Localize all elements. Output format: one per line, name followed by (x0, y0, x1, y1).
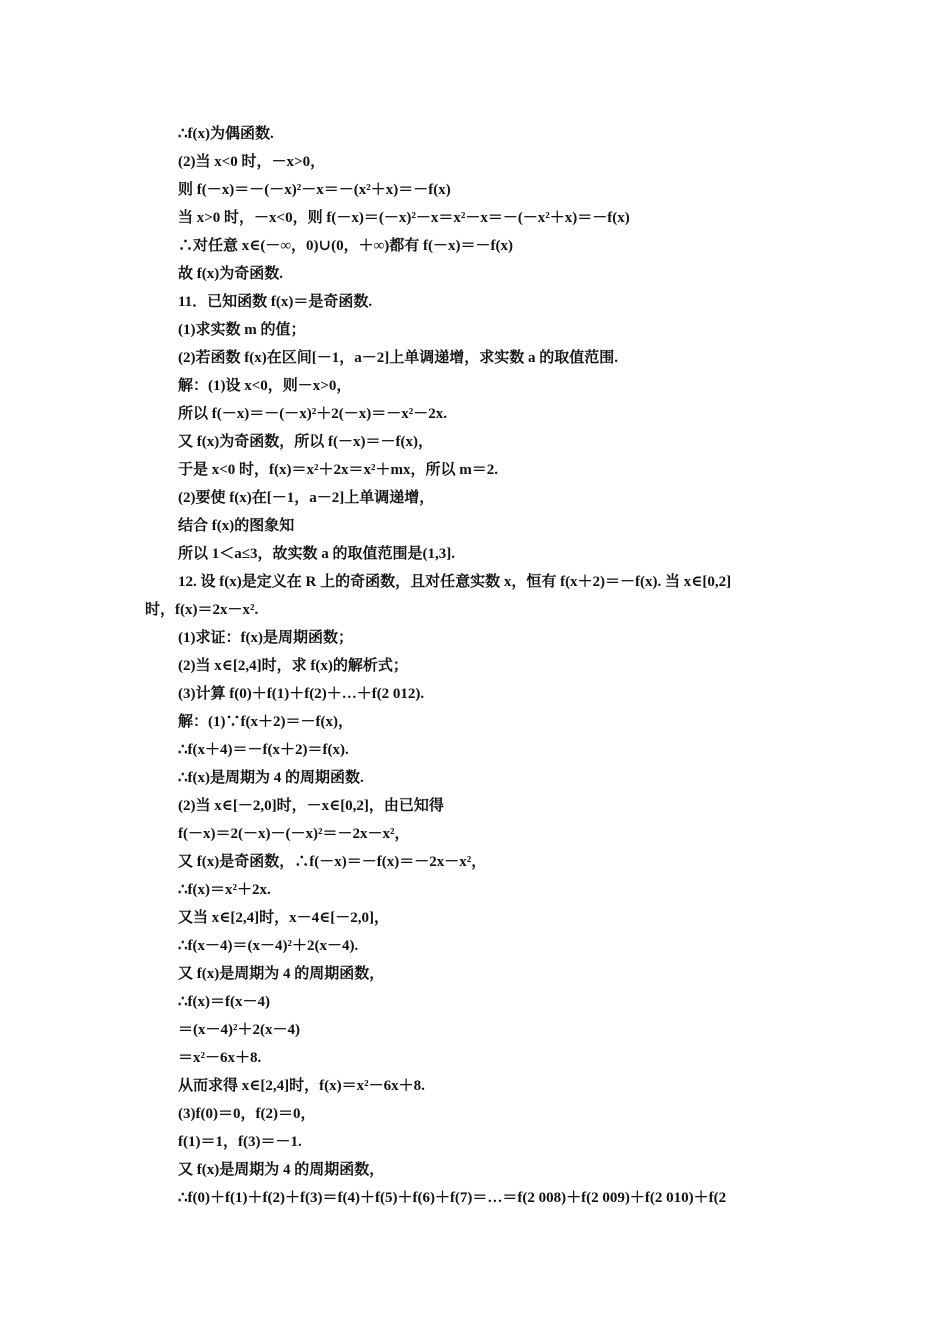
text-line: ∴f(x－4)＝(x－4)²＋2(x－4). (178, 938, 359, 954)
text-line: ∴对任意 x∈(－∞，0)∪(0，＋∞)都有 f(－x)＝－f(x) (178, 238, 514, 254)
text-line: 又当 x∈[2,4]时，x－4∈[－2,0]， (178, 910, 389, 926)
text-line: 又 f(x)是周期为 4 的周期函数， (178, 966, 385, 982)
text-line: 结合 f(x)的图象知 (178, 518, 295, 534)
text-line: ∴f(x)＝x²＋2x. (178, 882, 271, 898)
text-line: 则 f(－x)＝－(－x)²－x＝－(x²＋x)＝－f(x) (178, 182, 451, 198)
text-line: f(1)＝1，f(3)＝－1. (178, 1134, 302, 1150)
text-line: (3)计算 f(0)＋f(1)＋f(2)＋…＋f(2 012). (178, 686, 425, 702)
solution-heading: 解：(1)设 x<0，则－x>0， (178, 378, 352, 394)
text-line: ∴f(0)＋f(1)＋f(2)＋f(3)＝f(4)＋f(5)＋f(6)＋f(7)＝…＝f(2 008)＋f(2 009)＋f(2 010)＋f(2 (178, 1190, 727, 1206)
text-line: (1)求证：f(x)是周期函数； (178, 630, 353, 646)
problem-11-heading: 11．已知函数 f(x)＝是奇函数. (178, 294, 373, 310)
text-line: (2)当 x∈[2,4]时，求 f(x)的解析式； (178, 658, 408, 674)
text-line: 又 f(x)为奇函数，所以 f(－x)＝－f(x)， (178, 434, 433, 450)
text-line: ∴f(x)＝f(x－4) (178, 994, 271, 1010)
text-line: (2)若函数 f(x)在区间[－1，a－2]上单调递增，求实数 a 的取值范围. (178, 350, 618, 366)
text-line: f(－x)＝2(－x)－(－x)²＝－2x－x²， (178, 826, 410, 842)
text-line: 又 f(x)是奇函数，∴f(－x)＝－f(x)＝－2x－x²， (178, 854, 487, 870)
text-line: ＝x²－6x＋8. (178, 1050, 262, 1066)
text-line: 所以 f(－x)＝－(－x)²＋2(－x)＝－x²－2x. (178, 406, 447, 422)
text-line: 当 x>0 时，－x<0，则 f(－x)＝(－x)²－x＝x²－x＝－(－x²＋x)＝－f(x) (178, 210, 630, 226)
solution-heading: 解：(1)∵f(x＋2)＝－f(x)， (178, 714, 353, 730)
problem-12-heading: 12. 设 f(x)是定义在 R 上的奇函数，且对任意实数 x，恒有 f(x＋2)＝－f(x). 当 x∈[0,2] (178, 574, 732, 590)
text-line: (1)求实数 m 的值； (178, 322, 306, 338)
text-line: 故 f(x)为奇函数. (178, 266, 283, 282)
text-line: ＝(x－4)²＋2(x－4) (178, 1022, 300, 1038)
text-line: 又 f(x)是周期为 4 的周期函数， (178, 1162, 385, 1178)
text-line: 时，f(x)＝2x－x². (145, 602, 259, 618)
text-line: (2)要使 f(x)在[－1，a－2]上单调递增， (178, 490, 435, 506)
text-line: ∴f(x)为偶函数. (178, 126, 274, 142)
text-line: (2)当 x∈[－2,0]时，－x∈[0,2]，由已知得 (178, 798, 444, 814)
text-line: 于是 x<0 时，f(x)＝x²＋2x＝x²＋mx，所以 m＝2. (178, 462, 499, 478)
text-line: ∴f(x＋4)＝－f(x＋2)＝f(x). (178, 742, 349, 758)
text-line: 从而求得 x∈[2,4]时，f(x)＝x²－6x＋8. (178, 1078, 425, 1094)
text-line: (2)当 x<0 时，－x>0， (178, 154, 326, 170)
text-line: 所以 1＜a≤3，故实数 a 的取值范围是(1,3]. (178, 546, 455, 562)
text-line: (3)f(0)＝0，f(2)＝0， (178, 1106, 316, 1122)
text-line: ∴f(x)是周期为 4 的周期函数. (178, 770, 364, 786)
